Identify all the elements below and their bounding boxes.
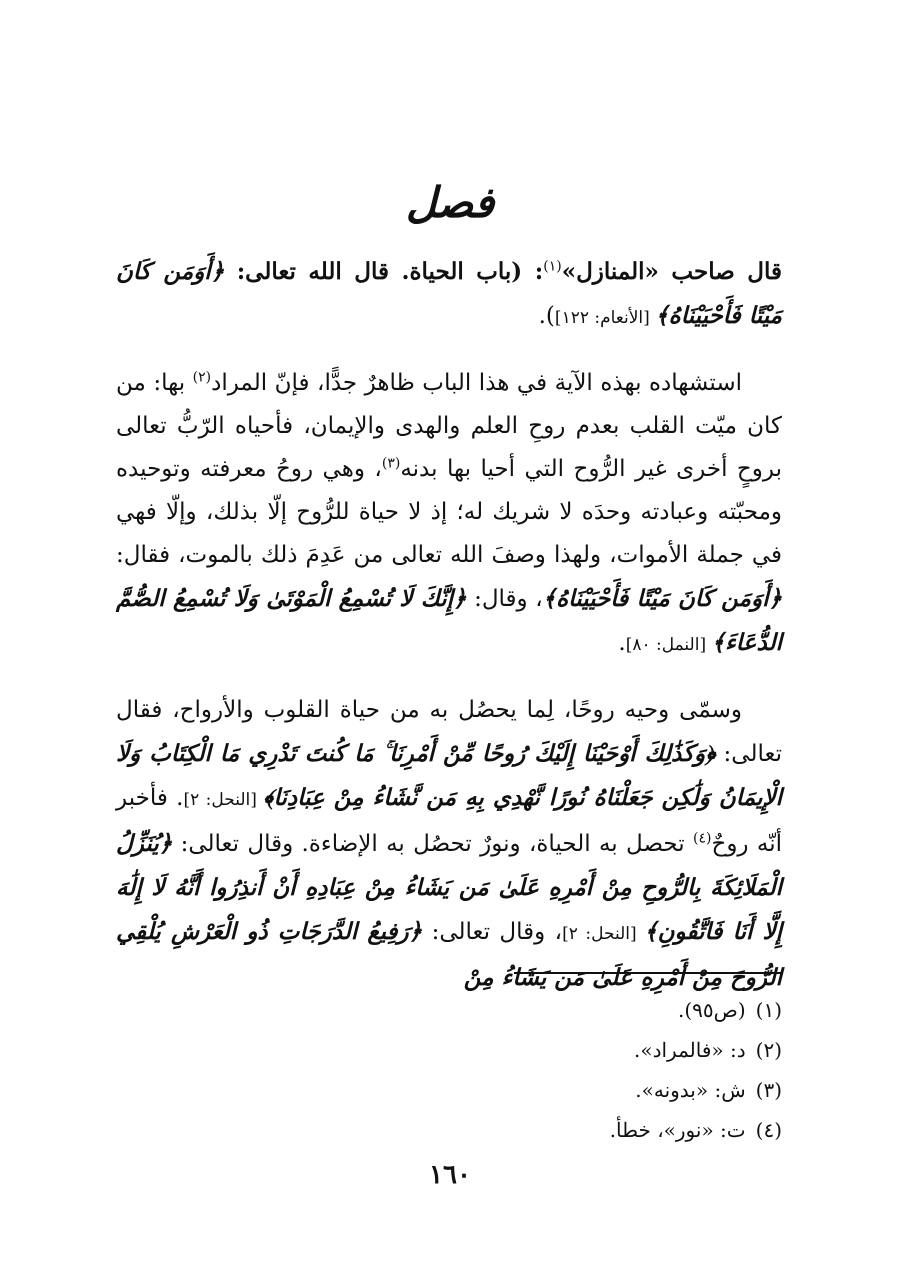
footnote-number: (٤) xyxy=(755,1118,782,1142)
p2-end: . xyxy=(618,630,626,656)
p3-text-2: . فأخبر أنّه روحٌ xyxy=(116,785,782,857)
footnote xyxy=(116,1110,782,1150)
p1-intro: قال صاحب «المنازل» xyxy=(561,258,782,285)
quran-verse: ﴿أَوَمَن كَانَ مَيْتًا فَأَحْيَيْنَاهُ﴾ xyxy=(116,258,782,329)
p2-text-4: ، وقال: xyxy=(466,586,543,612)
page-number: ١٦٠ xyxy=(429,1160,471,1190)
quran-verse: ﴿إِنَّكَ لَا تُسْمِعُ الْمَوْتَىٰ وَلَا تُسْمِعُ الصُّمَّ الدُّعَاءَ﴾ xyxy=(116,585,782,656)
paragraph-3 xyxy=(116,689,782,1000)
verse-reference: [النحل: ٢] xyxy=(183,790,264,810)
quran-verse: ﴿أَوَمَن كَانَ مَيْتًا فَأَحْيَيْنَاهُ﴾ xyxy=(542,585,782,612)
footnote xyxy=(116,990,782,1030)
footnote-number: (٢) xyxy=(755,1038,782,1062)
p3-text-1: وسمّى وحيه روحًا، لِما يحصُل به من حياة القلوب والأرواح، فقال تعالى: xyxy=(116,697,782,767)
verse-reference: [الأنعام: ١٢٢] xyxy=(554,308,656,328)
quran-verse: ﴿يُنَزِّلُ الْمَلَائِكَةَ بِالرُّوحِ مِنْ أَمْرِهِ عَلَىٰ مَن يَشَاءُ مِنْ عِبَادِهِ أَنْ أَنذِرُوا أَنَّهُ لَا إِلَٰهَ إِلَّا أَنَا فَاتَّقُونِ﴾ xyxy=(116,830,782,945)
footnote xyxy=(116,1070,782,1110)
p2-text-3: ، وهي روحُ معرفته وتوحيده ومحبّته وعبادته وحدَه لا شريك له؛ إذ لا حياة للرُّوح إلّا بذلك، وإلّا فهي في جملة الأموات، ولهذا وصفَ الله تعالى من عَدِمَ ذلك بالموت، فقال: xyxy=(116,456,782,568)
p1-end: ). xyxy=(538,303,555,329)
p3-text-4: ، وقال تعالى: xyxy=(422,919,563,945)
quran-verse: ﴿وَكَذَٰلِكَ أَوْحَيْنَا إِلَيْكَ رُوحًا مِّنْ أَمْرِنَا ۚ مَا كُنتَ تَدْرِي مَا الْكِتَابُ وَلَا الْإِيمَانُ وَلَٰكِن جَعَلْنَاهُ نُورًا نَّهْدِي بِهِ مَن نَّشَاءُ مِنْ عِبَادِنَا﴾ xyxy=(116,740,782,811)
footnote-text: د: «فالمراد». xyxy=(633,1038,746,1062)
verse-reference: [النحل: ٢] xyxy=(562,924,645,944)
p2-text-1: استشهاده بهذه الآية في هذا الباب ظاهرٌ جدًّا، فإنّ المراد xyxy=(211,370,742,396)
main-text xyxy=(116,250,782,1000)
footnote-text: ش: «بدونه». xyxy=(635,1078,746,1102)
footnote-ref-3: (٣) xyxy=(381,455,401,472)
verse-reference: [النمل: ٨٠] xyxy=(625,635,712,655)
footnote-number: (٣) xyxy=(755,1078,782,1102)
footnote-ref-4: (٤) xyxy=(693,830,712,847)
footnote-number: (١) xyxy=(755,998,782,1022)
section-heading: فصل xyxy=(405,178,495,227)
p1-quote-lead: : (باب الحياة. قال الله تعالى: xyxy=(224,258,544,285)
footnote-divider xyxy=(514,972,782,974)
p3-text-3: تحصل به الحياة، ونورٌ تحصُل به الإضاءة. وقال تعالى: xyxy=(172,831,693,857)
footnote xyxy=(116,1030,782,1070)
quran-verse: ﴿رَفِيعُ الدَّرَجَاتِ ذُو الْعَرْشِ يُلْقِي الرُّوحَ مِنْ أَمْرِهِ عَلَىٰ مَن يَشَاءُ مِنْ xyxy=(116,918,782,991)
footnotes xyxy=(116,990,782,1150)
footnote-ref-1: (١) xyxy=(543,258,562,275)
footnote-text: (ص٩٥). xyxy=(677,998,746,1022)
footnote-text: ت: «نور»، خطأ. xyxy=(609,1118,746,1142)
paragraph-1 xyxy=(116,250,782,340)
paragraph-2 xyxy=(116,362,782,667)
p2-text-2: بها: من كان ميّت القلب بعدم روحِ العلم والهدى والإيمان، فأحياه الرّبُّ تعالى بروحٍ أخرى غير الرُّوح التي أحيا بها بدنه xyxy=(116,370,782,482)
footnote-ref-2: (٢) xyxy=(192,369,212,386)
